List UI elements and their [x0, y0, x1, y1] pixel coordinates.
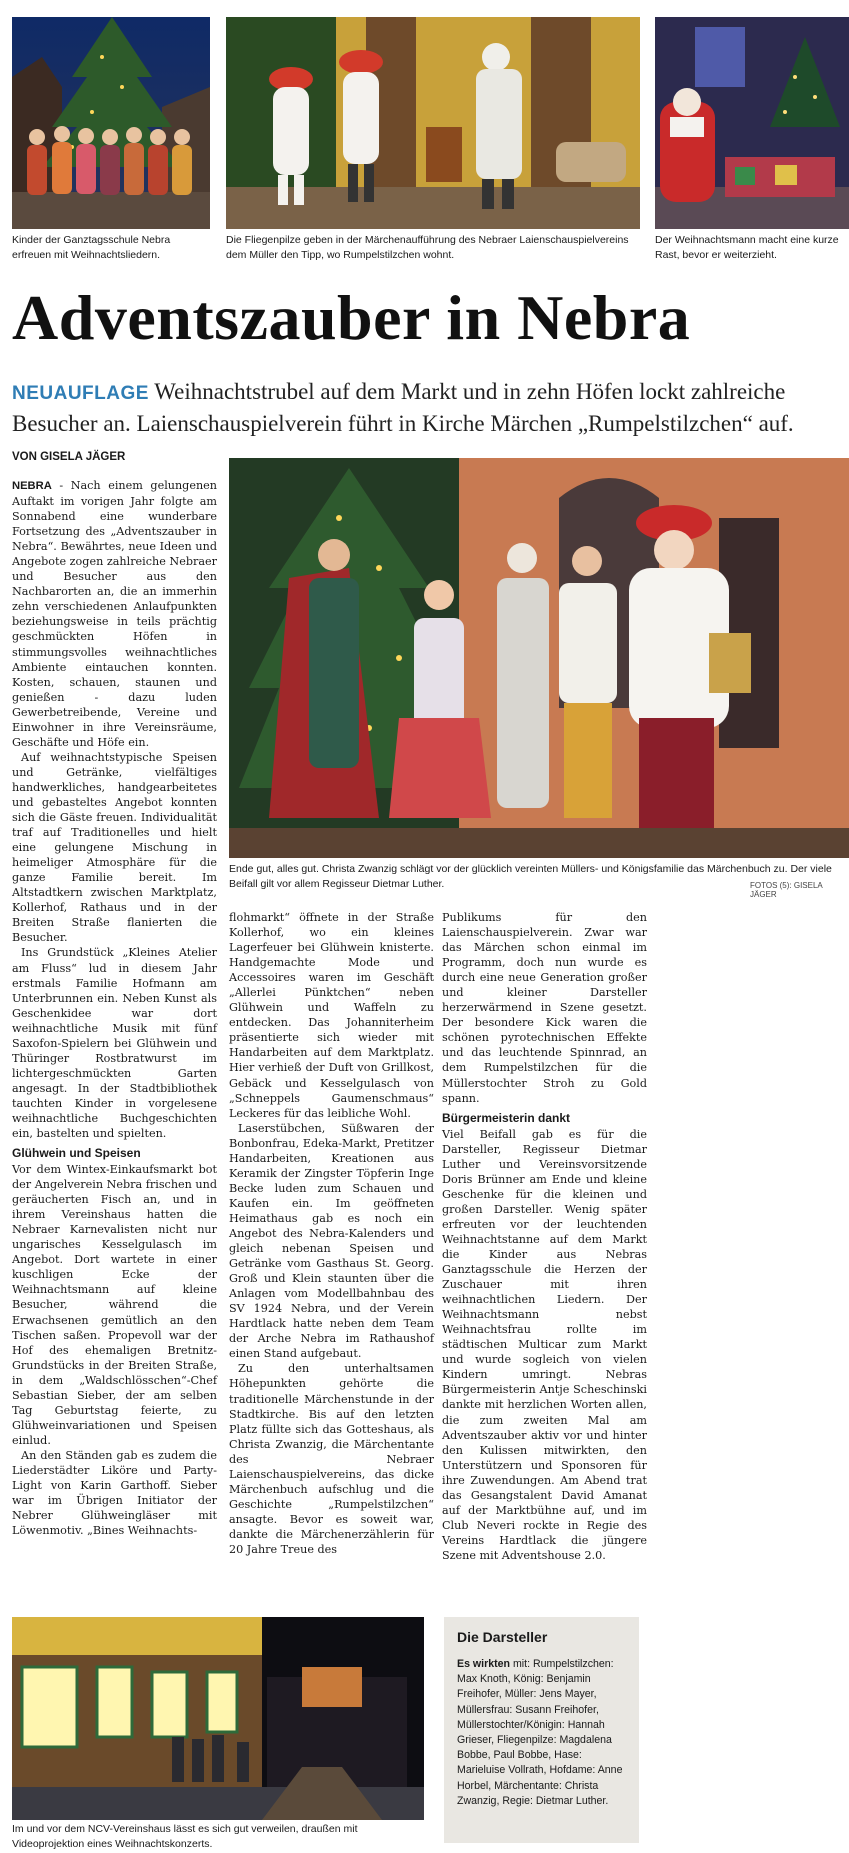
- article-column-2: [229, 910, 434, 1557]
- paragraph: Ins Grundstück „Kleines Atelier am Fluss“ lud in diesem Jahr erstmals Familie Hofmann am Unterbrunnen ein. Neben Kunst als Geschenkidee war dort weihnachtliche Musik mit fünf Saxofon-Spielern bei Glühwein und Thüringer Rostbratwurst im lichtergeschmückten Garten angesagt. In der Stadtbibliothek tauchten Kinder in vorgelesene weihnachtliche Buchgeschichten ein, bastelten und spielten.: [12, 946, 217, 1141]
- paragraph: NEBRA - Nach einem gelungenen Auftakt im vorigen Jahr folgte am Sonnabend eine wunderbare Fortsetzung des „Adventszauber in Nebra“. Bewährtes, neue Ideen und Angebote zogen zahlreiche Nebraer und Besucher aus den Nachbarorten an, die an immerhin zehn verschiedenen Anlaufpunkten beziehungsweise in teils prächtig geschmückten Höfen in stimmungsvolles weihnachtliches Ambiente eintauchen konnten. Kosten, schauen, staunen und genießen - dazu luden Gewerbetreibende, Vereine und Einwohner in ihre Vereinsräume, Geschäfte und Höfe ein.: [12, 479, 217, 749]
- caption-santa: Der Weihnachtsmann macht eine kurze Rast, bevor er weiterzieht.: [655, 234, 839, 261]
- article-column-1: [12, 478, 217, 1538]
- headline: Adventszauber in Nebra: [12, 282, 691, 353]
- article-column-3: [442, 910, 647, 1563]
- kicker: NEUAUFLAGE: [12, 383, 149, 404]
- caption-children-choir: Kinder der Ganztagsschule Nebra erfreuen mit Weihnachtsliedern.: [12, 234, 171, 261]
- paragraph: Zu den unterhaltsamen Höhepunkten gehörte die traditionelle Märchenstunde in der Stadtkirche. Bis auf den letzten Platz füllte sich das Gotteshaus, als Christa Zwanzig, die Märchentante des Nebraer Laienschauspielvereins, das dicke Märchenbuch aufschlug und die Geschichte „Rumpelstilzchen“ ansagte. Bevor es soweit war, dankte die Märchenerzählerin für 20 Jahre Treue des: [229, 1362, 434, 1556]
- subheading-gluehwein: Glühwein und Speisen: [12, 1146, 141, 1161]
- caption-ncv-house: Im und vor dem NCV-Vereinshaus lässt es sich gut verweilen, draußen mit Videoprojektion eines Weihnachtskonzerts.: [12, 1823, 358, 1850]
- subheading-buergermeisterin: Bürgermeisterin dankt: [442, 1110, 571, 1125]
- paragraph: Laserstübchen, Süßwaren der Bonbonfrau, Edeka-Markt, Pretitzer Handarbeiten, Kreationen aus Keramik der Zingster Töpferin Inge Becke luden zum Schauen und Kaufen ein. Im geöffneten Heimathaus gab es noch ein Angebot des Nebra-Kalenders und gleich nebenan Speisen und Getränke vom Gasthaus St. Georg. Groß und Klein staunten über die Anlagen vom Modellbahnbau des SV 1924 Nebra, und der Verein Hardtlack hatte neben dem Team der Arche Nebra im Rathaushof einen Stand aufgebaut.: [229, 1121, 434, 1361]
- photo-rumpelstilzchen-cast: [229, 458, 849, 858]
- subheadline-block: [12, 377, 842, 439]
- photo-santa: [655, 17, 849, 229]
- cast-list: Es wirkten mit: Rumpelstilzchen: Max Knoth, König: Benjamin Freihofer, Müller: Jens Mayer, Müllersfrau: Susann Freihofer, Müllerstochter/Königin: Hannah Grieser, Fliegenpilze: Magdalena Bobbe, Paul Bobbe, Hase: Marieluise Vollrath, Hofdame: Anne Horbel, Märchentante: Christa Zwanzig, Regie: Dietmar Luther.: [457, 1658, 623, 1807]
- byline: VON GISELA JÄGER: [12, 451, 126, 463]
- paragraph: Publikums für den Laienschauspielverein. Zwar war das Märchen schon einmal im Programm, doch nun wurde es durch eine neue Generation großer und kleiner Darsteller herzerwärmend in Szene gesetzt. Der besondere Kick waren die schönen pyrotechnischen Effekte und das leuchtende Spinnrad, an dem Rumpelstilzchen für die Müllerstochter Stroh zu Gold spann.: [442, 911, 647, 1105]
- photo-credit: FOTOS (5): GISELA JÄGER: [750, 881, 823, 899]
- dateline: NEBRA: [12, 480, 52, 492]
- photo-children-choir: [12, 17, 210, 229]
- cast-info-box: [444, 1617, 639, 1843]
- cast-lead: Es wirkten: [457, 1658, 510, 1670]
- subheadline: Weihnachtstrubel auf dem Markt und in zehn Höfen lockt zahlreiche Besucher an. Laienschauspielverein führt in Kirche Märchen „Rumpelstilzchen“ auf.: [12, 379, 794, 436]
- paragraph: flohmarkt“ öffnete in der Straße Kollerhof, wo ein kleines Lagerfeuer bei Glühwein knisterte. Handgemachte Mode und Accessoires waren im Geschäft „Allerlei Pünktchen“ neben Glühwein und Waffeln zu entdecken. Das Johanniterheim präsentierte sich wieder mit Handarbeiten auf dem Marktplatz. Hier verhieß der Duft von Grillkost, Gebäck und Kesselgulasch von „Schneppels Gaumenschmaus“ Leckeres für das leibliche Wohl.: [229, 911, 434, 1120]
- photo-ncv-house-night: [12, 1617, 424, 1820]
- paragraph: An den Ständen gab es zudem die Liederstädter Liköre und Party-Light von Karin Garthoff. Sieber war im Übrigen Initiator der Nebrer Glühweingläser mit Löwenmotiv. „Bines Weihnachts-: [12, 1448, 217, 1538]
- photo-mushrooms-scene: [226, 17, 640, 229]
- caption-main-photo: Ende gut, alles gut. Christa Zwanzig schlägt vor der glücklich vereinten Müllers- und Königsfamilie das Märchenbuch zu. Der viele Beifall gilt vor allem Regisseur Dietmar Luther.: [229, 863, 832, 890]
- paragraph: Viel Beifall gab es für die Darsteller, Regisseur Dietmar Luther und Vereinsvorsitzende Doris Brünner am Ende und kleine Geschenke für die kleinen und großen Darsteller. Wenig später erfreuten vor der leuchtenden Weihnachtstanne auf dem Markt die Kinder aus Nebras Ganztagsschule die Herzen der Zuschauer mit ihren weihnachtlichen Liedern. Der Weihnachtsmann nebst Weihnachtsfrau rollte im städtischen Multicar zum Markt und wurde sogleich von vielen Kindern umringt. Nebras Bürgermeisterin Antje Scheschinski dankte mit herzlichen Worten allen, die zum zweiten Mal am Adventszauber aktiv vor und hinter den Kulissen mitwirkten, den Unterstützern und Sponsoren für ihre Zuwendungen. Am Abend trat das Gesangstalent David Amanat auf der Marktbühne auf, und im Club Neveri rockte in Regie des Vereins Hardtlack die jüngere Szene mit Adventshouse 2.0.: [442, 1127, 647, 1562]
- caption-mushrooms-scene: Die Fliegenpilze geben in der Märchenaufführung des Nebraer Laienschauspielvereins dem Müller den Tipp, wo Rumpelstilzchen wohnt.: [226, 234, 629, 261]
- paragraph: Vor dem Wintex-Einkaufsmarkt bot der Angelverein Nebra frischen und geräucherten Fisch an, und in ihrem Vereinshaus hatten die Nebraer Karnevalisten nicht nur ungarisches Kesselgulasch im Angebot. Dort wartete in einer kuschligen Ecke der Weihnachtsmann auf kleine Besucher, während die Erwachsenen gemütlich an den Tischen saßen. Propevoll war der Hof des ehemaligen Bretnitz-Grundstücks in der Breiten Straße, in dem „Waldschlösschen“-Chef Sebastian Sieber, der am selben Tag Geburtstag feierte, zu Glühweinvariationen und Speisen einlud.: [12, 1163, 217, 1447]
- cast-box-title: Die Darsteller: [457, 1629, 548, 1645]
- paragraph: Auf weihnachtstypische Speisen und Getränke, vielfältiges handwerkliches, handgearbeitetes und gebasteltes Angebot konnten sich die Gäste freuen. Individualität traf auf Traditionelles und hielt eine gelungene Mischung in heimeliger Atmosphäre für die ganze Familie bereit. Im Altstadtkern zwischen Marktplatz, Kollerhof, Rathaus und in der Breiten Straße flanierten die Besucher.: [12, 750, 217, 945]
